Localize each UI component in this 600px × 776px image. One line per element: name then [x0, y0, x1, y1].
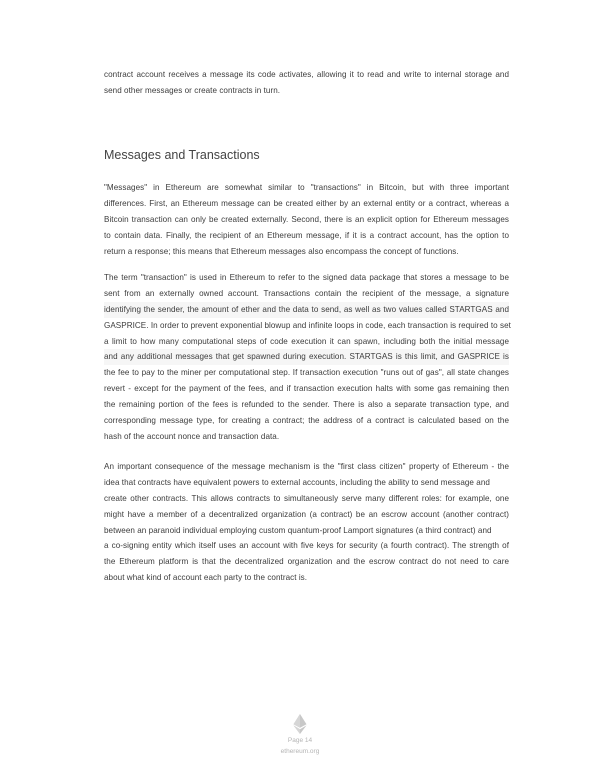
text-line: hash of the account nonce and transaction data. [104, 431, 280, 441]
text-line: GASPRICE. In order to prevent exponential blowup and infinite loops in code, each transaction is required to set [104, 320, 511, 330]
text-line: corresponding message type, for creating a contract; the address of a contract is calculated based on the [104, 416, 509, 426]
text-line: might have a member of a decentralized organization (a contract) be an escrow account (another contract) [104, 509, 509, 519]
section-heading: Messages and Transactions [104, 148, 260, 162]
ethereum-diamond-icon [293, 714, 307, 734]
text-line: An important consequence of the message mechanism is the "first class citizen" property of Ethereum - the [104, 462, 509, 471]
text-line: create other contracts. This allows contracts to simultaneously serve many different roles: for example, one [104, 493, 509, 503]
text-line: The term "transaction" is used in Ethereum to refer to the signed data package that stores a message to be [104, 273, 509, 282]
text-line: to contain data. Finally, the recipient of an Ethereum message, if it is a contract account, has the option to [104, 230, 509, 240]
text-line: send other messages or create contracts in turn. [104, 85, 281, 95]
text-line: revert - except for the payment of the fees, and if transaction execution halts with some gas remaining then [104, 384, 509, 394]
intro-paragraph [104, 67, 509, 99]
text-line: "Messages" in Ethereum are somewhat similar to "transactions" in Bitcoin, but with three important [104, 183, 509, 192]
paragraph-first-class-citizen [104, 459, 509, 586]
text-line: the Ethereum platform is that the decentralized organization and the escrow contract do not need to care [104, 557, 509, 567]
text-line: sent from an externally owned account. Transactions contain the recipient of the message, a signature [104, 288, 509, 298]
text-line: the fee to pay to the miner per computational step. If transaction execution "runs out of gas", all state changes [104, 368, 509, 378]
site-url: ethereum.org [280, 748, 320, 755]
text-line: idea that contracts have equivalent powers to external accounts, including the ability to send message and [104, 477, 490, 487]
text-line: identifying the sender, the amount of ether and the data to send, as well as two values called STARTGAS and [104, 302, 509, 318]
page-footer [0, 714, 600, 756]
text-line: contract account receives a message its code activates, allowing it to read and write to internal storage and [104, 70, 509, 79]
text-line: about what kind of account each party to the contract is. [104, 573, 308, 583]
text-line: return a response; this means that Ethereum messages also encompass the concept of functions. [104, 246, 459, 256]
text-line: differences. First, an Ethereum message can be created either by an external entity or a contract, whereas a [104, 198, 509, 208]
text-line: and any additional messages that get spawned during execution. STARTGAS is this limit, and GASPRICE is [104, 349, 509, 365]
text-line: a co-signing entity which itself uses an account with five keys for security (a fourth contract). The strength of [104, 541, 509, 551]
text-line: Bitcoin transaction can only be created externally. Second, there is an explicit option for Ethereum messages [104, 214, 509, 224]
paragraph-messages [104, 180, 509, 259]
text-line: a limit to how many computational steps of code execution it can spawn, including both the initial message [104, 336, 509, 346]
text-line: the remaining portion of the fees is refunded to the sender. There is also a separate transaction type, and [104, 400, 509, 410]
paragraph-transactions [104, 270, 509, 445]
page-number: Page 14 [287, 737, 313, 744]
text-line: between an paranoid individual employing custom quantum-proof Lamport signatures (a third contract) and [104, 525, 492, 535]
